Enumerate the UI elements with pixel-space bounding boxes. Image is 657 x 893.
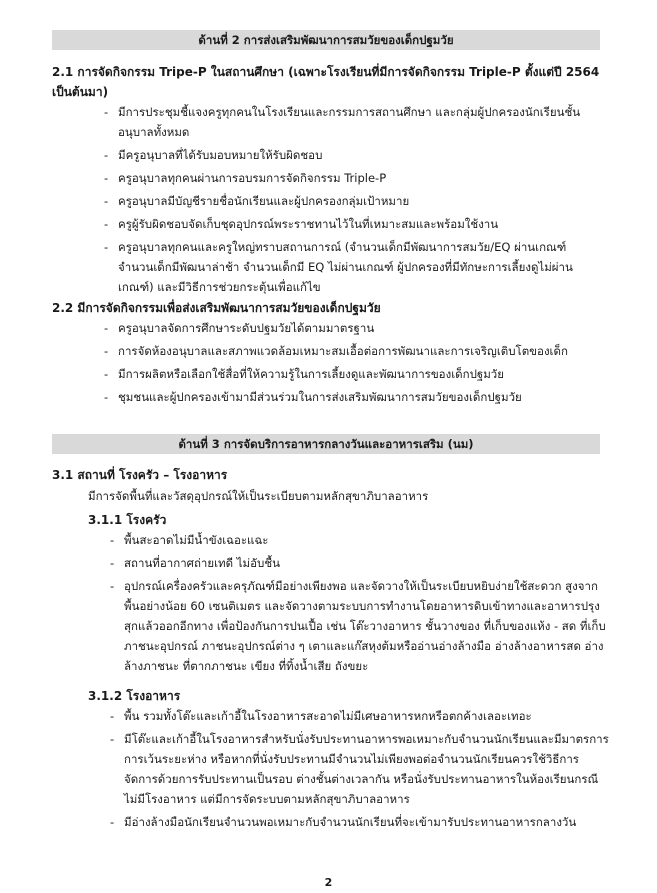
list-item: - ครูอนุบาลมีบัญชีรายชื่อนักเรียนและผู้ปกครองกลุ่มเป้าหมาย <box>104 194 410 208</box>
list-item: - มีการผลิตหรือเลือกใช้สื่อที่ให้ความรู้ในการเลี้ยงดูและพัฒนาการของเด็กปฐมวัย <box>104 367 504 381</box>
list-item: - มีโต๊ะและเก้าอี้ในโรงอาหารสำหรับนั่งรับประทานอาหารพอเหมาะกับจำนวนนักเรียนและมีมาตรการการเว้นระยะห่าง หรือหากที่นั่งรับประทานมีจำนวนไม่เพียงพอต่อจำนวนนักเรียนควรใช้วิธีการจัดการด้วยการรับประทานเป็นรอบ ต่างชั้นต่างเวลากัน หรือนั่งรับประทานอาหารในห้องเรียนกรณีไม่มีโรงอาหาร แต่มีการจัดระบบตามหลักสุขาภิบาลอาหาร <box>110 732 609 806</box>
list-item: - สถานที่อากาศถ่ายเทดี ไม่อับชื้น <box>110 556 280 570</box>
list-item: - ครูผู้รับผิดชอบจัดเก็บชุดอุปกรณ์พระราชทานไว้ในที่เหมาะสมและพร้อมใช้งาน <box>104 217 499 231</box>
list-item: - มีอ่างล้างมือนักเรียนจำนวนพอเหมาะกับจำนวนนักเรียนที่จะเข้ามารับประทานอาหารกลางวัน <box>110 815 577 829</box>
list-item: - การจัดห้องอนุบาลและสภาพแวดล้อมเหมาะสมเอื้อต่อการพัฒนาและการเจริญเติบโตของเด็ก <box>104 344 568 358</box>
section3-header: ด้านที่ 3 การจัดบริการอาหารกลางวันและอาหารเสริม (นม) <box>52 434 600 454</box>
list-item: - พื้นสะอาดไม่มีน้ำขังเฉอะแฉะ <box>110 533 269 547</box>
list-item: - มีการประชุมชี้แจงครูทุกคนในโรงเรียนและกรรมการสถานศึกษา และกลุ่มผู้ปกครองนักเรียนชั้นอนุบาลทั้งหมด <box>104 105 581 139</box>
section2-2-title: 2.2 มีการจัดกิจกรรมเพื่อส่งเสริมพัฒนาการสมวัยของเด็กปฐมวัย <box>52 301 381 315</box>
list-item: - ครูอนุบาลทุกคนและครูใหญ่ทราบสถานการณ์ (จำนวนเด็กมีพัฒนาการสมวัย/EQ ผ่านเกณฑ์ จำนวนเด็กมีพัฒนาล่าช้า จำนวนเด็กมี EQ ไม่ผ่านเกณฑ์ ผู้ปกครองที่มีทักษะการเลี้ยงดูไม่ผ่านเกณฑ์) และมีวิธีการช่วยกระตุ้นเพื่อแก้ไข <box>104 240 573 294</box>
section3-1-title: 3.1 สถานที่ โรงครัว – โรงอาหาร <box>52 468 228 482</box>
list-item: - ครูอนุบาลจัดการศึกษาระดับปฐมวัยได้ตามมาตรฐาน <box>104 321 375 335</box>
section2-2-list <box>104 318 604 410</box>
page-number: 2 <box>324 876 333 889</box>
kitchen-list <box>110 530 610 679</box>
list-item: - ชุมชนและผู้ปกครองเข้ามามีส่วนร่วมในการส่งเสริมพัฒนาการสมวัยของเด็กปฐมวัย <box>104 390 522 404</box>
canteen-list <box>110 706 610 835</box>
section2-1-list <box>104 102 604 300</box>
section2-header: ด้านที่ 2 การส่งเสริมพัฒนาการสมวัยของเด็กปฐมวัย <box>52 30 600 50</box>
list-item: - มีครูอนุบาลที่ได้รับมอบหมายให้รับผิดชอบ <box>104 148 323 162</box>
section3-1-intro: มีการจัดพื้นที่และวัสดุอุปกรณ์ให้เป็นระเบียบตามหลักสุขาภิบาลอาหาร <box>88 489 429 503</box>
list-item: - พื้น รวมทั้งโต๊ะและเก้าอี้ในโรงอาหารสะอาดไม่มีเศษอาหารหกหรือตกค้างเลอะเทอะ <box>110 709 532 723</box>
canteen-title: 3.1.2 โรงอาหาร <box>88 689 181 703</box>
kitchen-title: 3.1.1 โรงครัว <box>88 513 167 527</box>
list-item: - อุปกรณ์เครื่องครัวและครุภัณฑ์มีอย่างเพียงพอ และจัดวางให้เป็นระเบียบหยิบง่ายใช้สะดวก สูงจากพื้นอย่างน้อย 60 เซนติเมตร และจัดวางตามระบบการทำงานโดยอาหารดิบเข้าทางและอาหารปรุงสุกแล้วออกอีกทาง เพื่อป้องกันการปนเปื้อ เช่น โต๊ะวางอาหาร ชั้นวางของ ที่เก็บของแห้ง - สด ที่เก็บภาชนะอุปกรณ์ ภาชนะอุปกรณ์ต่าง ๆ เตาและแก๊สหุงต้มหรืออ่านอ่างล้างมือ อ่างล้างอาหารสด อ่างล้างภาชนะ ที่ตากภาชนะ เขียง ที่ทิ้งน้ำเสีย ถังขยะ <box>110 579 606 673</box>
section2-1-title: 2.1 การจัดกิจกรรม Tripe-P ในสถานศึกษา (เฉพาะโรงเรียนที่มีการจัดกิจกรรม Triple-P ตั้งแต่ปี 2564 เป็นต้นมา) <box>52 65 600 99</box>
list-item: - ครูอนุบาลทุกคนผ่านการอบรมการจัดกิจกรรม Triple-P <box>104 171 387 185</box>
